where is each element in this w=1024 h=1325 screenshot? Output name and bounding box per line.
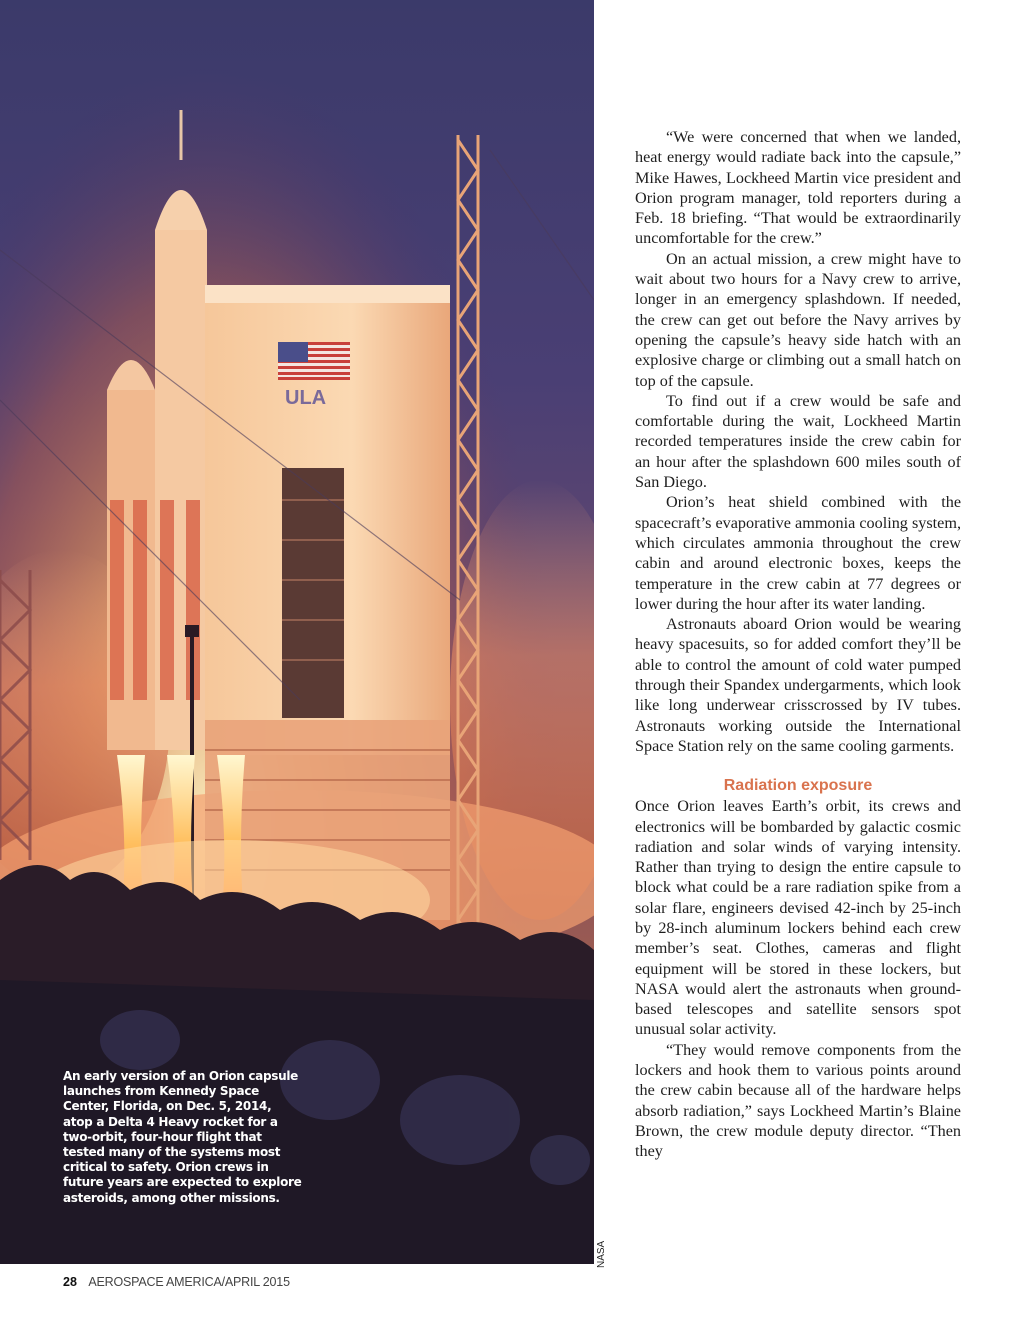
- page-footer: [63, 1275, 290, 1289]
- article-paragraph: To find out if a crew would be safe and comfortable during the wait, Lockheed Martin recorded temperatures inside the crew cabin for an hour after the splashdown 600 miles south of San Diego.: [635, 391, 961, 492]
- article-paragraph: “They would remove components from the lockers and hook them to various points around the crew cabin because all of the hardware helps absorb radiation,” says Lockheed Martin’s Blaine Brown, the crew module deputy director. “Then they: [635, 1040, 961, 1161]
- section-subhead: Radiation exposure: [723, 777, 873, 795]
- american-flag-icon: [278, 342, 350, 380]
- article-paragraph: On an actual mission, a crew might have to wait about two hours for a Navy crew to arrive, longer in an emergency splashdown. If needed, the crew can get out before the Navy arrives by opening the capsule’s heavy side hatch with an explosive charge or climbing out a small hatch on top of the capsule.: [635, 249, 961, 390]
- article-column: [635, 127, 961, 1162]
- ula-logo: ULA: [285, 387, 327, 409]
- article-paragraph: Orion’s heat shield combined with the spacecraft’s evaporative ammonia cooling system, which circulates ammonia throughout the crew cabin and around electronic boxes, keeps the temperature in the crew cabin at 77 degrees or lower during the hour after its water landing.: [635, 493, 961, 613]
- photo-caption: An early version of an Orion capsule launches from Kennedy Space Center, Florida, on Dec. 5, 2014, atop a Delta 4 Heavy rocket for a two-orbit, four-hour flight that tested many of the systems most critical to safety. Orion crews in future years are expected to explore asteroids, among other missions.: [63, 1069, 302, 1205]
- article-paragraph: Astronauts aboard Orion would be wearing heavy spacesuits, so for added comfort they’ll be able to control the amount of cold water pumped through their Spandex undergarments, which look like long underwear crisscrossed by IV tubes. Astronauts working outside the International Space Station rely on the same cooling garments.: [635, 615, 961, 755]
- publication-name: AEROSPACE AMERICA/APRIL 2015: [88, 1275, 290, 1289]
- photo-credit: NASA: [596, 1240, 607, 1268]
- article-paragraph: “We were concerned that when we landed, heat energy would radiate back into the capsule,” Mike Hawes, Lockheed Martin vice president and Orion program manager, told reporters during a Feb. 18 briefing. “That would be extraordinarily uncomfortable for the crew.”: [635, 128, 961, 248]
- page-number: 28: [63, 1275, 77, 1289]
- article-paragraph: Once Orion leaves Earth’s orbit, its crews and electronics will be bombarded by galactic cosmic radiation and solar winds of varying intensity. Rather than trying to design the entire capsule to block what could be a rare radiation spike from a solar flare, engineers devised 42-inch by 25-inch by 28-inch aluminum lockers behind each crew member’s seat. Clothes, cameras and flight equipment will be stored in these lockers, but NASA would alert the astronauts when ground-based telescopes and satellite sensors spot unusual solar activity.: [635, 797, 961, 1039]
